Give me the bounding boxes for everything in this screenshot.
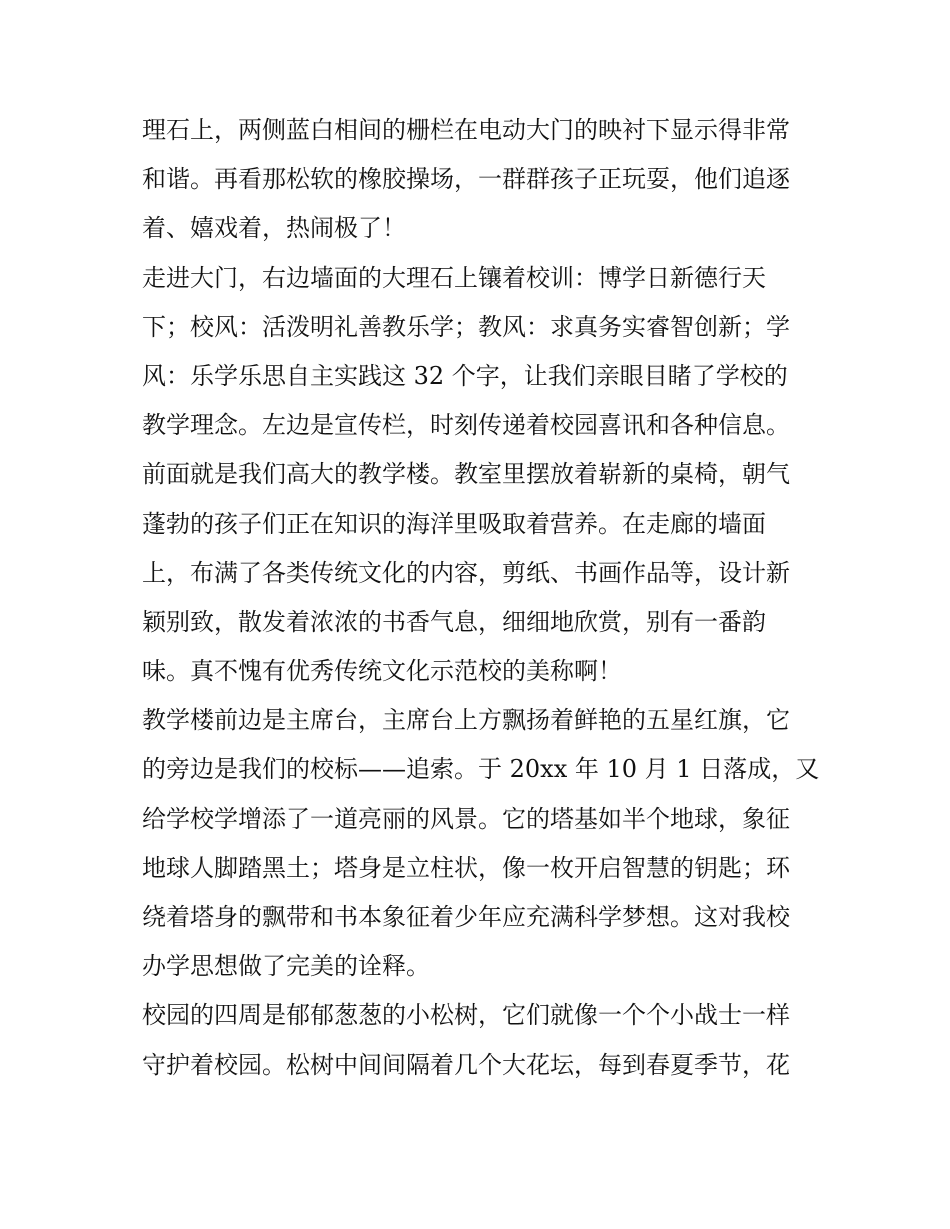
text-line: 办学思想做了完美的诠释。 xyxy=(142,952,430,981)
text-line: 走进大门，右边墙面的大理石上镶着校训：博学日新德行天 xyxy=(142,263,766,292)
text-line: 地球人脚踏黑土；塔身是立柱状，像一枚开启智慧的钥匙；环 xyxy=(142,853,790,882)
text-line: 教学楼前边是主席台，主席台上方飘扬着鲜艳的五星红旗，它 xyxy=(142,706,790,735)
text-line: 守护着校园。松树中间间隔着几个大花坛，每到春夏季节，花 xyxy=(142,1050,790,1079)
text-line: 给学校学增添了一道亮丽的风景。它的塔基如半个地球，象征 xyxy=(142,804,790,833)
text-line: 绕着塔身的飘带和书本象征着少年应充满科学梦想。这对我校 xyxy=(142,903,790,931)
text-line: 和谐。再看那松软的橡胶操场，一群群孩子正玩耍，他们追逐 xyxy=(142,165,790,194)
body-text xyxy=(142,106,822,1090)
text-line: 味。真不愧有优秀传统文化示范校的美称啊！ xyxy=(142,657,622,686)
text-line: 着、嬉戏着，热闹极了！ xyxy=(142,214,406,243)
text-line: 风：乐学乐思自主实践这 32 个字，让我们亲眼目睹了学校的 xyxy=(142,361,788,390)
text-line: 前面就是我们高大的教学楼。教室里摆放着崭新的桌椅，朝气 xyxy=(142,460,790,489)
text-line: 上，布满了各类传统文化的内容，剪纸、书画作品等，设计新 xyxy=(142,558,790,587)
text-line: 蓬勃的孩子们正在知识的海洋里吸取着营养。在走廊的墙面 xyxy=(142,509,766,538)
text-line: 颖别致，散发着浓浓的书香气息，细细地欣赏，别有一番韵 xyxy=(142,607,766,636)
text-line: 校园的四周是郁郁葱葱的小松树，它们就像一个个小战士一样 xyxy=(142,1001,790,1030)
text-line: 下；校风：活泼明礼善教乐学；教风：求真务实睿智创新；学 xyxy=(142,312,790,341)
text-line: 理石上，两侧蓝白相间的栅栏在电动大门的映衬下显示得非常 xyxy=(142,116,790,144)
text-line: 的旁边是我们的校标——追索。于 20xx 年 10 月 1 日落成，又 xyxy=(142,755,820,784)
text-line: 教学理念。左边是宣传栏，时刻传递着校园喜讯和各种信息。 xyxy=(142,411,790,440)
